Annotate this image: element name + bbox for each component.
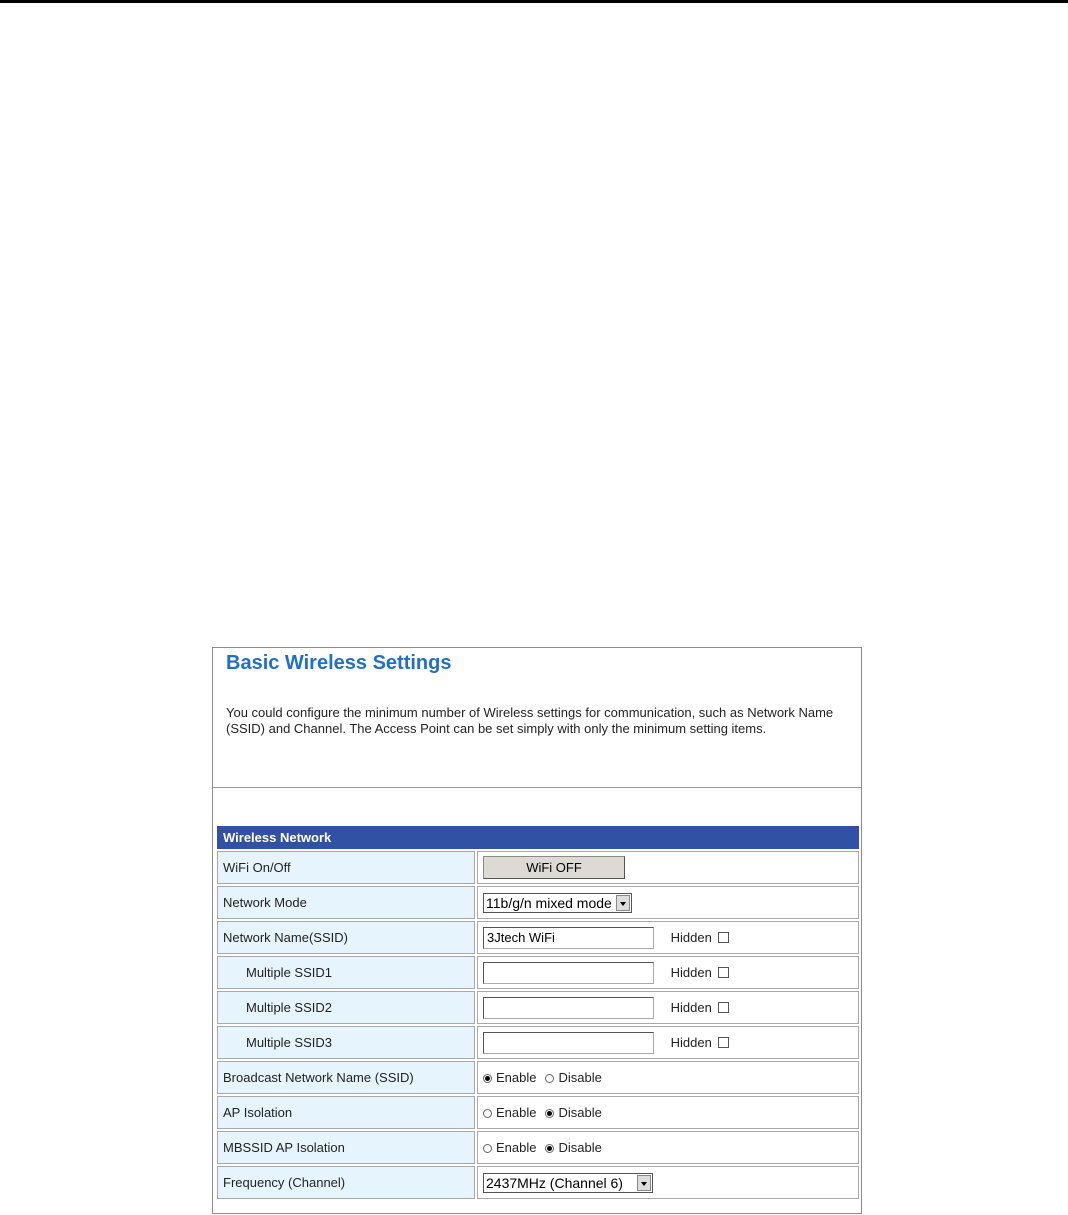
multiple-ssid2-input[interactable] xyxy=(483,997,654,1019)
broadcast-ssid-label: Broadcast Network Name (SSID) xyxy=(217,1061,475,1094)
ssid-hidden-label: Hidden xyxy=(670,930,712,945)
divider xyxy=(213,787,861,788)
multiple-ssid3-hidden-checkbox[interactable] xyxy=(718,1037,729,1048)
ap-isolation-disable-label: Disable xyxy=(558,1105,602,1120)
table-row xyxy=(217,1166,859,1199)
wireless-network-table xyxy=(215,824,861,1201)
table-row xyxy=(217,886,859,919)
mbssid-isolation-enable-label: Enable xyxy=(496,1140,537,1155)
dropdown-arrow-icon xyxy=(637,1175,651,1191)
table-row xyxy=(217,851,859,884)
multiple-ssid3-label: Multiple SSID3 xyxy=(217,1026,475,1059)
page-description: You could configure the minimum number of Wireless settings for communication, such as Network Name (SSID) and Channel. The Access Point can be set simply with only the minimum setting items. xyxy=(226,705,834,736)
table-row xyxy=(217,1026,859,1059)
dropdown-arrow-icon xyxy=(616,895,630,911)
multiple-ssid3-hidden-label: Hidden xyxy=(670,1035,712,1050)
ssid-input[interactable] xyxy=(483,927,654,949)
mbssid-isolation-enable-radio[interactable] xyxy=(483,1144,492,1153)
multiple-ssid1-label: Multiple SSID1 xyxy=(217,956,475,989)
multiple-ssid1-hidden-label: Hidden xyxy=(670,965,712,980)
broadcast-enable-radio[interactable] xyxy=(483,1074,492,1083)
top-rule xyxy=(0,0,1068,3)
network-mode-value: 11b/g/n mixed mode xyxy=(486,894,612,911)
multiple-ssid2-hidden-checkbox[interactable] xyxy=(718,1002,729,1013)
ap-isolation-enable-radio[interactable] xyxy=(483,1109,492,1118)
table-row xyxy=(217,921,859,954)
wifi-onoff-label: WiFi On/Off xyxy=(217,851,475,884)
ssid-hidden-checkbox[interactable] xyxy=(718,932,729,943)
multiple-ssid2-label: Multiple SSID2 xyxy=(217,991,475,1024)
ap-isolation-disable-radio[interactable] xyxy=(545,1109,554,1118)
broadcast-disable-radio[interactable] xyxy=(545,1074,554,1083)
table-row xyxy=(217,991,859,1024)
page-title: Basic Wireless Settings xyxy=(226,652,452,674)
broadcast-disable-label: Disable xyxy=(558,1070,602,1085)
ssid-label: Network Name(SSID) xyxy=(217,921,475,954)
frequency-select[interactable] xyxy=(483,1173,653,1193)
frequency-value: 2437MHz (Channel 6) xyxy=(486,1174,623,1191)
table-row xyxy=(217,956,859,989)
mbssid-isolation-disable-radio[interactable] xyxy=(545,1144,554,1153)
table-header-row xyxy=(217,826,859,849)
multiple-ssid2-hidden-label: Hidden xyxy=(670,1000,712,1015)
broadcast-enable-label: Enable xyxy=(496,1070,537,1085)
ap-isolation-label: AP Isolation xyxy=(217,1096,475,1129)
network-mode-label: Network Mode xyxy=(217,886,475,919)
multiple-ssid3-input[interactable] xyxy=(483,1032,654,1054)
network-mode-select[interactable] xyxy=(483,893,632,913)
settings-panel xyxy=(212,647,862,1214)
multiple-ssid1-input[interactable] xyxy=(483,962,654,984)
frequency-label: Frequency (Channel) xyxy=(217,1166,475,1199)
mbssid-isolation-label: MBSSID AP Isolation xyxy=(217,1131,475,1164)
ap-isolation-enable-label: Enable xyxy=(496,1105,537,1120)
table-row xyxy=(217,1061,859,1094)
table-row xyxy=(217,1096,859,1129)
table-row xyxy=(217,1131,859,1164)
multiple-ssid1-hidden-checkbox[interactable] xyxy=(718,967,729,978)
mbssid-isolation-disable-label: Disable xyxy=(558,1140,602,1155)
wifi-toggle-button[interactable]: WiFi OFF xyxy=(483,856,625,879)
table-header: Wireless Network xyxy=(217,826,859,849)
